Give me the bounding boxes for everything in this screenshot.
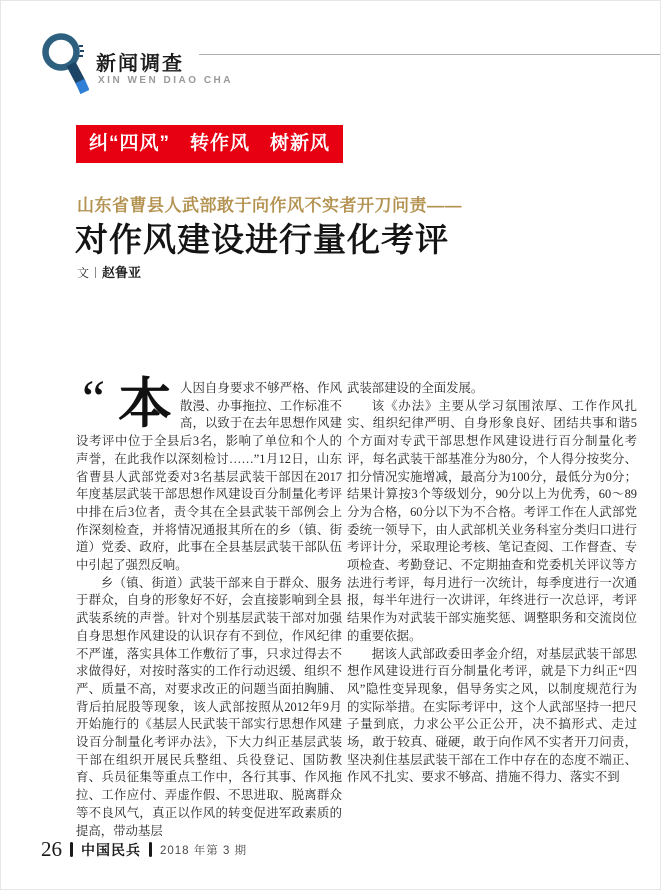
magazine-name: 中国民兵 <box>81 841 141 858</box>
paragraph <box>76 371 342 575</box>
dropcap-character: 本 <box>118 374 172 434</box>
author-name: 赵鲁亚 <box>102 265 142 280</box>
section-title: 新闻调查 <box>96 53 184 75</box>
article-body <box>76 371 637 840</box>
paragraph: 武装部建设的全面发展。 <box>347 381 484 395</box>
paragraph-text: 人因自身要求不够严格、作风散漫、办事拖拉、工作标准不高，以致于在去年思想作风建设考评中位于全县后3名，影响了单位和个人的声誉，在此我作以深刻检讨……”1月12日，山东省曹县人武部党委对3名基层武装干部因在2017年度基层武装干部思想作风建设百分制量化考评中排在后3位者，责令其在全县武装干部例会上作深刻检查，并将情况通报其所在的乡（镇、街道）党委、政府，此事在全县基层武装干部队伍中引起了强烈反响。 <box>76 381 342 573</box>
left-column <box>76 371 342 840</box>
byline <box>77 262 141 281</box>
footer-divider <box>70 842 73 857</box>
issue-label: 2018 年第 3 期 <box>160 844 248 857</box>
paragraph: 该《办法》主要从学习氛围浓厚、工作作风扎实、组织纪律严明、自身形象良好、团结共事和谐5个方面对专武干部思想作风建设进行百分制量化考评，每名武装干部基准分为80分，个人得分按奖分、扣分情况实施增减，最高分为100分，最低分为0分；结果计算按3个等级划分，90分以上为优秀，60～89分为合格，60分以下为不合格。考评工作在人武部党委统一领导下，由人武部机关业务科室分类归口进行考评计分，采取理论考核、笔记查阅、工作督查、专项检查、考勤登记、不定期抽查和党委机关评议等方法进行考评，每月进行一次统计，每季度进行一次通报，每半年进行一次讲评，年终进行一次总评，考评结果作为对武装干部实施奖惩、调整职务和交流岗位的重要依据。 <box>347 398 637 643</box>
opening-quote: “ <box>82 371 106 428</box>
article-title: 对作风建设进行量化考评 <box>75 221 449 258</box>
section-pinyin: XIN WEN DIAO CHA <box>98 75 233 86</box>
dropcap-box <box>76 371 180 434</box>
paragraph: 乡（镇、街道）武装干部来自于群众、服务于群众，自身的形象好不好，会直接影响到全县武装系统的声誉。针对个别基层武装干部对加强自身思想作风建设的认识存有不到位，作风纪律不严谨，落实具体工作敷衍了事，只求过得去不求做得好，对按时落实的工作行动迟缓、组织不严、质量不高，对要求改正的问题当面拍胸脯、背后拍屁股等现象，该人武部按照从2012年9月开始施行的《基层人民武装干部实行思想作风建设百分制量化考评办法》，下大力纠正基层武装干部在组织开展民兵整组、兵役登记、国防教育、兵员征集等重点工作中，各行其事、作风拖拉、工作应付、弄虚作假、不思进取、脱离群众等不良风气，真正以作风的转变促进军政素质的提高，带动基层 <box>76 575 342 838</box>
paragraph: 据该人武部政委田孝金介绍，对基层武装干部思想作风建设进行百分制量化考评，就是下力纠正“四风”隐性变异现象，倡导务实之风，以制度规范行为的实际举措。在实际考评中，这个人武部坚持一把尺子量到底，力求公平公正公开，决不搞形式、走过场，敢于较真、碰硬，敢于向作风不实者开刀问责，坚决刹住基层武装干部在工作中存在的态度不端正、作风不扎实、要求不够高、措施不得力、落实不到 <box>347 646 637 785</box>
magnifier-icon <box>39 31 89 108</box>
byline-label: 文 <box>77 266 90 280</box>
right-column <box>347 380 637 840</box>
page-number: 26 <box>41 837 62 861</box>
tag-banner: 纠“四风” 转作风 树新风 <box>76 125 343 163</box>
header-rule <box>199 54 661 55</box>
kicker-line: 山东省曹县人武部敢于向作风不实者开刀问责—— <box>77 196 462 215</box>
byline-divider <box>95 267 96 278</box>
page-footer <box>41 837 247 862</box>
footer-divider <box>149 842 152 857</box>
